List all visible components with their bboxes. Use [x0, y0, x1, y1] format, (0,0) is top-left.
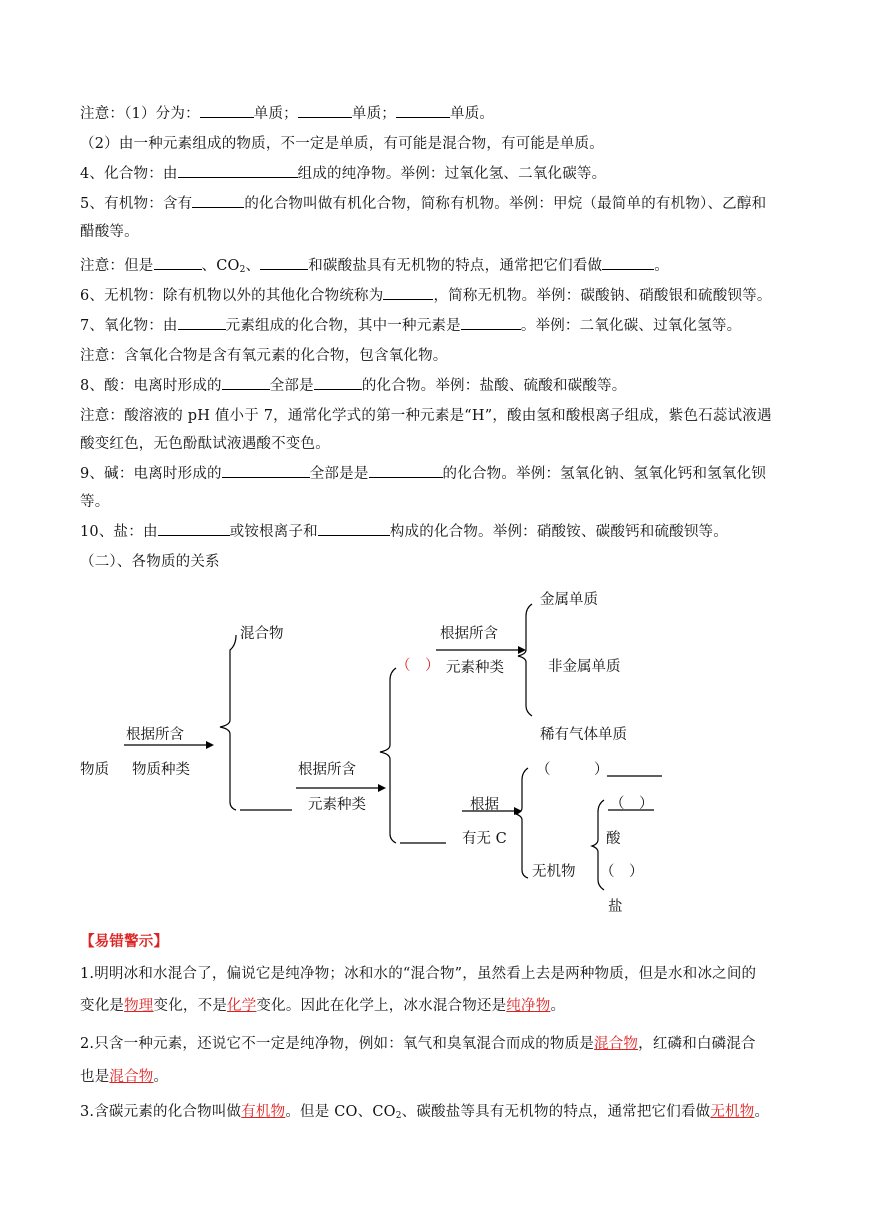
text: 的化合物。举例：氢氧化钠、氢氧化钙和氢氧化钡 [442, 466, 766, 482]
text: 、 [245, 258, 261, 274]
text: 变化。因此在化学上，冰水混合物还是 [256, 998, 507, 1014]
node-xiyou: 稀有气体单质 [540, 727, 627, 743]
answer: 物理 [124, 998, 154, 1014]
arrow3-label-top: 根据所含 [440, 626, 498, 642]
text: 注意：但是 [80, 258, 154, 274]
node-hunhewu: 混合物 [240, 626, 284, 642]
node-yan: 盐 [608, 899, 623, 915]
node-feijinshu: 非金属单质 [548, 659, 621, 675]
text: 单质。 [450, 106, 495, 122]
node-wuzhi: 物质 [80, 762, 109, 778]
note-line-5: 注意：酸溶液的 pH 值小于 7，通常化学式的第一种元素是“H”，酸由氢和酸根离子组成，紫色石蕊试液遇 [80, 408, 772, 424]
arrow2-label-top: 根据所含 [298, 762, 356, 778]
text: 的化合物。举例：盐酸、硫酸和碳酸等。 [361, 378, 627, 394]
text: 9、碱：电离时形成的 [80, 466, 222, 482]
node-wujiwu: 无机物 [532, 864, 576, 880]
text: 的化合物叫做有机化合物，简称有机物。举例：甲烷（最简单的有机物）、乙醇和 [244, 196, 767, 212]
section-heading: （二）、各物质的关系 [80, 554, 220, 570]
text: 、碳酸盐等具有无机物的特点，通常把它们看做 [401, 1104, 711, 1120]
warning-p2-line1 [80, 1034, 756, 1054]
text: 组成的纯净物。举例：过氧化氢、二氧化碳等。 [297, 166, 607, 182]
text: 。举例：二氧化碳、过氧化氢等。 [520, 318, 742, 334]
text: 单质； [253, 106, 298, 122]
text: 或铵根离子和 [229, 524, 318, 540]
text: 注意：（1）分为： [80, 106, 200, 122]
text: ，红磷和白磷混合 [638, 1036, 756, 1052]
text: 和碳酸盐具有无机物的特点，通常把它们看做 [308, 258, 603, 274]
paren-red: （ ） [396, 658, 440, 674]
paren-a: （ ） [536, 762, 609, 778]
answer: 混合物 [109, 1069, 154, 1085]
text: 变化是 [80, 998, 125, 1014]
text: 。 [754, 1104, 770, 1120]
warning-p1-line2 [80, 996, 565, 1016]
warning-p1-line1: 1.明明冰和水混合了，偏说它是纯净物；冰和水的“混合物”，虽然看上去是两种物质，但是水和冰之间的 [80, 966, 757, 982]
text: 元素组成的化合物，其中一种元素是 [225, 318, 461, 334]
answer: 纯净物 [506, 998, 551, 1014]
paren-b: （ ） [610, 796, 654, 812]
warning-p3 [80, 1102, 769, 1126]
arrow3-label-bottom: 元素种类 [446, 660, 504, 676]
text: 。 [153, 1069, 169, 1085]
arrow1-label-bottom: 物质种类 [132, 762, 190, 778]
text: 5、有机物：含有 [80, 196, 193, 212]
paren-c: （ ） [600, 864, 644, 880]
text: 。 [654, 258, 669, 274]
base-line-2: 等。 [80, 494, 110, 510]
warning-p2-line2 [80, 1067, 168, 1087]
text: 8、酸：电离时形成的 [80, 378, 222, 394]
text: 单质； [351, 106, 396, 122]
subscript: 2 [395, 1111, 402, 1121]
text: 全部是是 [309, 466, 369, 482]
text: 2.只含一种元素，还说它不一定是纯净物，例如：氧气和臭氧混合而成的物质是 [80, 1036, 595, 1052]
note-line-5b: 酸变红色，无色酚酞试液遇酸不变色。 [80, 436, 330, 452]
text: ，简称无机物。举例：碳酸钠、硝酸银和硫酸钡等。 [433, 288, 772, 304]
text: 、CO [201, 258, 240, 274]
warning-title: 【易错警示】 [80, 933, 169, 950]
text: 3.含碳元素的化合物叫做 [80, 1104, 242, 1120]
answer: 混合物 [594, 1036, 639, 1052]
organic-line-2: 醋酸等。 [80, 224, 139, 240]
brace-main [220, 635, 236, 810]
text: 全部是 [269, 378, 314, 394]
note-line-4: 注意：含氧化合物是含有氧元素的化合物，包含氧化物。 [80, 348, 448, 364]
note-line-2: （2）由一种元素组成的物质，不一定是单质，有可能是混合物，有可能是单质。 [80, 136, 604, 152]
arrow4-label-bottom: 有无 C [462, 831, 507, 847]
subscript: 2 [239, 265, 246, 275]
node-jinshu: 金属单质 [540, 592, 598, 608]
text: 6、无机物：除有机物以外的其他化合物统称为 [80, 288, 384, 304]
node-suan: 酸 [606, 831, 621, 847]
text: 构成的化合物。举例：硝酸铵、碳酸钙和硫酸钡等。 [389, 524, 728, 540]
text: 7、氧化物：由 [80, 318, 178, 334]
answer: 有机物 [241, 1104, 286, 1120]
text: 也是 [80, 1069, 110, 1085]
arrow4-label-top: 根据 [470, 797, 499, 813]
answer: 无机物 [710, 1104, 755, 1120]
arrow-head [378, 784, 386, 792]
arrow-head [206, 741, 214, 749]
arrow1-label-top: 根据所含 [126, 727, 184, 743]
arrow2-label-bottom: 元素种类 [308, 797, 366, 813]
text: 。 [550, 998, 566, 1014]
answer: 化学 [227, 998, 257, 1014]
text: 变化，不是 [153, 998, 228, 1014]
text: 10、盐：由 [80, 524, 158, 540]
text: 。但是 CO、CO [285, 1104, 396, 1120]
text: 4、化合物：由 [80, 166, 178, 182]
